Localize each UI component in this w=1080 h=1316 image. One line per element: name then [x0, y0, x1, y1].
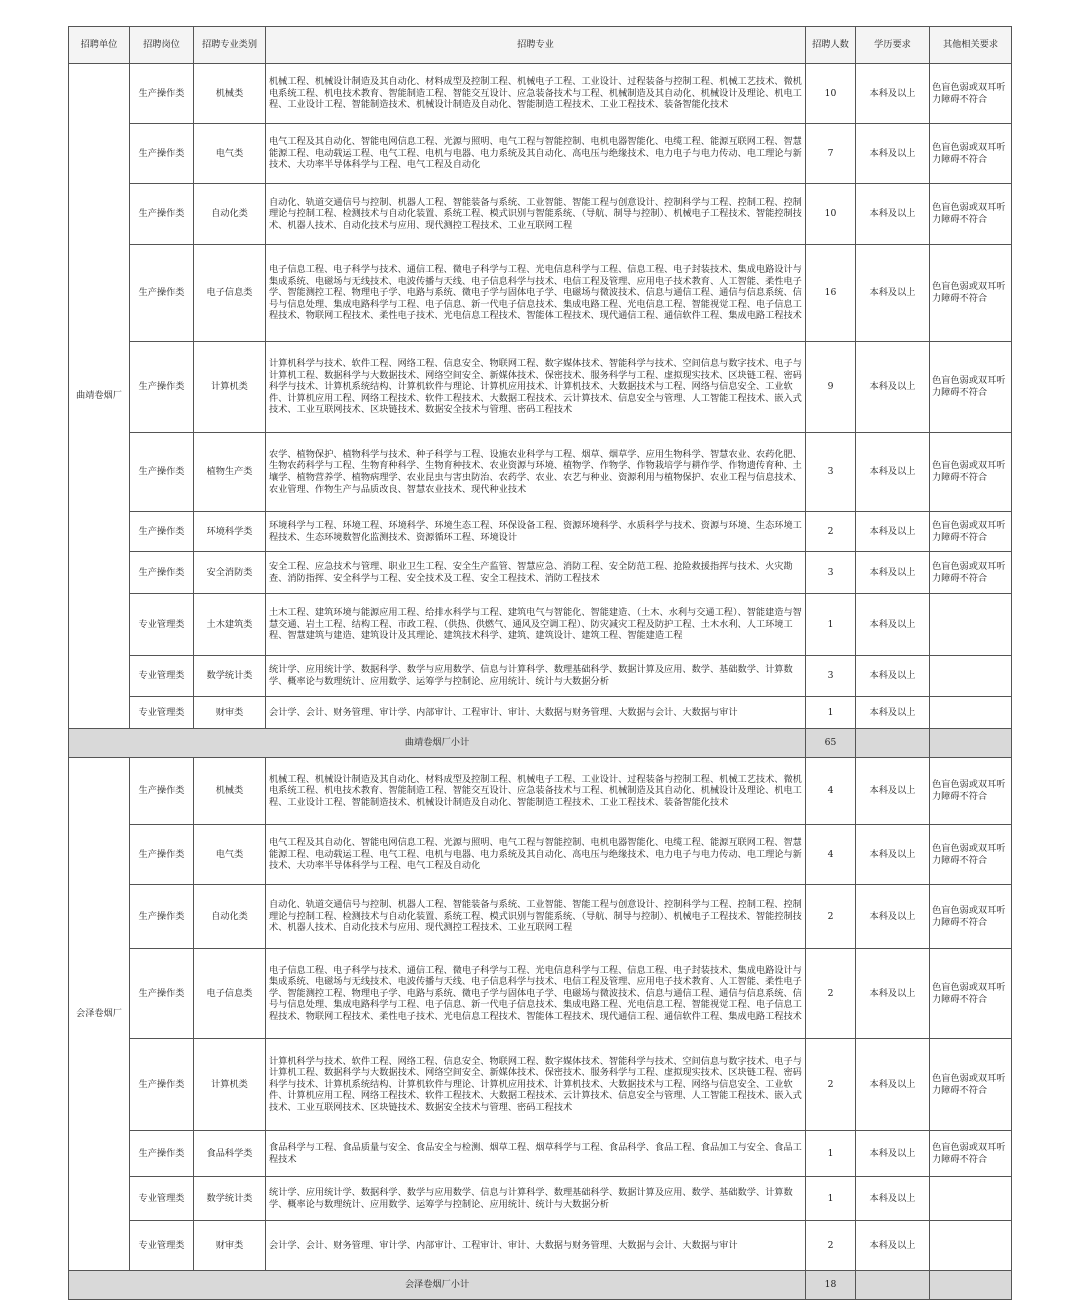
header-other: 其他相关要求 — [930, 27, 1012, 64]
count-cell: 1 — [806, 697, 856, 729]
table-row — [69, 1177, 1012, 1221]
category-cell: 机械类 — [194, 758, 266, 825]
table-row — [69, 433, 1012, 512]
count-cell: 3 — [806, 656, 856, 697]
count-cell: 2 — [806, 512, 856, 552]
table-row — [69, 885, 1012, 949]
education-cell: 本科及以上 — [856, 1221, 930, 1271]
table-row — [69, 758, 1012, 825]
count-cell: 1 — [806, 1131, 856, 1177]
other-requirement-cell: 色盲色弱或双耳听力障碍不符合 — [930, 949, 1012, 1039]
subtotal-count: 65 — [806, 729, 856, 758]
post-cell: 生产操作类 — [130, 552, 194, 594]
post-cell: 专业管理类 — [130, 1221, 194, 1271]
other-requirement-cell: 色盲色弱或双耳听力障碍不符合 — [930, 184, 1012, 245]
education-cell: 本科及以上 — [856, 885, 930, 949]
education-cell: 本科及以上 — [856, 825, 930, 885]
majors-cell: 统计学、应用统计学、数据科学、数学与应用数学、信息与计算科学、数理基础科学、数据计算及应用、数学、基础数学、计算数学、概率论与数理统计、应用数学、运筹学与控制论、应用统计、统计与大数据分析 — [266, 1177, 806, 1221]
unit-cell: 会泽卷烟厂 — [69, 758, 130, 1271]
count-cell: 2 — [806, 885, 856, 949]
table-body — [69, 64, 1012, 1300]
post-cell: 生产操作类 — [130, 433, 194, 512]
post-cell: 专业管理类 — [130, 697, 194, 729]
post-cell: 生产操作类 — [130, 949, 194, 1039]
education-cell: 本科及以上 — [856, 949, 930, 1039]
majors-cell: 土木工程、建筑环境与能源应用工程、给排水科学与工程、建筑电气与智能化、智能建造、（土木、水利与交通工程）、智能建造与智慧交通、岩土工程、结构工程、市政工程、（供热、供燃气、通风及空调工程）、防灾减灾工程及防护工程、土木水利、人工环境工程、智慧建筑与建造、建筑设计及其理论、建筑技术科学、建筑、建筑设计、建筑工程、智能建造工程 — [266, 594, 806, 656]
majors-cell: 计算机科学与技术、软件工程、网络工程、信息安全、物联网工程、数字媒体技术、智能科学与技术、空间信息与数字技术、电子与计算机工程、数据科学与大数据技术、网络空间安全、新媒体技术、保密技术、服务科学与工程、虚拟现实技术、区块链工程、密码科学与技术、计算机系统结构、计算机软件与理论、计算机应用技术、计算机技术、大数据技术与工程、网络与信息安全、工业软件、计算机应用工程、网络工程技术、软件工程技术、大数据工程技术、云计算技术、信息安全与管理、人工智能工程技术、嵌入式技术、工业互联网技术、区块链技术、数据安全技术与管理、密码工程技术 — [266, 1039, 806, 1131]
other-requirement-cell: 色盲色弱或双耳听力障碍不符合 — [930, 1131, 1012, 1177]
header-count: 招聘人数 — [806, 27, 856, 64]
subtotal-row — [69, 1271, 1012, 1300]
other-requirement-cell — [930, 1221, 1012, 1271]
count-cell: 10 — [806, 184, 856, 245]
other-requirement-cell: 色盲色弱或双耳听力障碍不符合 — [930, 64, 1012, 124]
majors-cell: 自动化、轨道交通信号与控制、机器人工程、智能装备与系统、工业智能、智能工程与创意设计、控制科学与工程、控制工程、控制理论与控制工程、检测技术与自动化装置、系统工程、模式识别与智能系统、（导航、制导与控制）、机械电子工程技术、智能控制技术、机器人技术、自动化技术与应用、现代测控工程技术、工业互联网工程 — [266, 885, 806, 949]
table-row — [69, 825, 1012, 885]
table-row — [69, 245, 1012, 342]
table-row — [69, 342, 1012, 433]
category-cell: 电气类 — [194, 825, 266, 885]
category-cell: 电气类 — [194, 124, 266, 184]
category-cell: 机械类 — [194, 64, 266, 124]
education-cell: 本科及以上 — [856, 124, 930, 184]
count-cell: 16 — [806, 245, 856, 342]
header-unit: 招聘单位 — [69, 27, 130, 64]
majors-cell: 计算机科学与技术、软件工程、网络工程、信息安全、物联网工程、数字媒体技术、智能科学与技术、空间信息与数字技术、电子与计算机工程、数据科学与大数据技术、网络空间安全、新媒体技术、保密技术、服务科学与工程、虚拟现实技术、区块链工程、密码科学与技术、计算机系统结构、计算机软件与理论、计算机应用技术、计算机技术、大数据技术与工程、网络与信息安全、工业软件、计算机应用工程、网络工程技术、软件工程技术、大数据工程技术、云计算技术、信息安全与管理、人工智能工程技术、嵌入式技术、工业互联网技术、区块链技术、数据安全技术与管理、密码工程技术 — [266, 342, 806, 433]
post-cell: 生产操作类 — [130, 64, 194, 124]
count-cell: 2 — [806, 949, 856, 1039]
category-cell: 计算机类 — [194, 1039, 266, 1131]
count-cell: 3 — [806, 433, 856, 512]
post-cell: 生产操作类 — [130, 758, 194, 825]
category-cell: 植物生产类 — [194, 433, 266, 512]
other-requirement-cell: 色盲色弱或双耳听力障碍不符合 — [930, 552, 1012, 594]
post-cell: 生产操作类 — [130, 184, 194, 245]
count-cell: 4 — [806, 758, 856, 825]
subtotal-empty-other — [930, 1271, 1012, 1300]
other-requirement-cell: 色盲色弱或双耳听力障碍不符合 — [930, 245, 1012, 342]
post-cell: 生产操作类 — [130, 1131, 194, 1177]
post-cell: 生产操作类 — [130, 342, 194, 433]
category-cell: 电子信息类 — [194, 949, 266, 1039]
education-cell: 本科及以上 — [856, 64, 930, 124]
category-cell: 环境科学类 — [194, 512, 266, 552]
post-cell: 专业管理类 — [130, 594, 194, 656]
table-row — [69, 64, 1012, 124]
table-row — [69, 124, 1012, 184]
category-cell: 安全消防类 — [194, 552, 266, 594]
majors-cell: 机械工程、机械设计制造及其自动化、材料成型及控制工程、机械电子工程、工业设计、过程装备与控制工程、机械工艺技术、微机电系统工程、机电技术教育、智能制造工程、智能交互设计、应急装备技术与工程、机械制造及其自动化、机械设计及理论、机电工程、工业设计工程、智能制造技术、机械设计制造及自动化、智能制造工程技术、工业工程技术、装备智能化技术 — [266, 758, 806, 825]
education-cell: 本科及以上 — [856, 342, 930, 433]
majors-cell: 机械工程、机械设计制造及其自动化、材料成型及控制工程、机械电子工程、工业设计、过程装备与控制工程、机械工艺技术、微机电系统工程、机电技术教育、智能制造工程、智能交互设计、应急装备技术与工程、机械制造及其自动化、机械设计及理论、机电工程、工业设计工程、智能制造技术、机械设计制造及自动化、智能制造工程技术、工业工程技术、装备智能化技术 — [266, 64, 806, 124]
category-cell: 电子信息类 — [194, 245, 266, 342]
count-cell: 9 — [806, 342, 856, 433]
count-cell: 3 — [806, 552, 856, 594]
count-cell: 1 — [806, 1177, 856, 1221]
recruitment-table-sheet — [68, 26, 1011, 1300]
subtotal-label: 曲靖卷烟厂小计 — [69, 729, 806, 758]
table-row — [69, 512, 1012, 552]
subtotal-count: 18 — [806, 1271, 856, 1300]
subtotal-row — [69, 729, 1012, 758]
post-cell: 生产操作类 — [130, 245, 194, 342]
table-row — [69, 184, 1012, 245]
education-cell: 本科及以上 — [856, 594, 930, 656]
subtotal-empty-education — [856, 729, 930, 758]
table-row — [69, 656, 1012, 697]
other-requirement-cell — [930, 1177, 1012, 1221]
table-row — [69, 949, 1012, 1039]
post-cell: 生产操作类 — [130, 825, 194, 885]
other-requirement-cell: 色盲色弱或双耳听力障碍不符合 — [930, 1039, 1012, 1131]
category-cell: 食品科学类 — [194, 1131, 266, 1177]
majors-cell: 会计学、会计、财务管理、审计学、内部审计、工程审计、审计、大数据与财务管理、大数据与会计、大数据与审计 — [266, 1221, 806, 1271]
count-cell: 1 — [806, 594, 856, 656]
majors-cell: 统计学、应用统计学、数据科学、数学与应用数学、信息与计算科学、数理基础科学、数据计算及应用、数学、基础数学、计算数学、概率论与数理统计、应用数学、运筹学与控制论、应用统计、统计与大数据分析 — [266, 656, 806, 697]
other-requirement-cell: 色盲色弱或双耳听力障碍不符合 — [930, 512, 1012, 552]
table-row — [69, 594, 1012, 656]
majors-cell: 电气工程及其自动化、智能电网信息工程、光源与照明、电气工程与智能控制、电机电器智能化、电缆工程、能源互联网工程、智慧能源工程、电动载运工程、电气工程、电机与电器、电力系统及其自动化、高电压与绝缘技术、电力电子与电力传动、电工理论与新技术、大功率半导体科学与工程、电气工程及自动化 — [266, 124, 806, 184]
count-cell: 2 — [806, 1221, 856, 1271]
count-cell: 2 — [806, 1039, 856, 1131]
header-majors: 招聘专业 — [266, 27, 806, 64]
majors-cell: 农学、植物保护、植物科学与技术、种子科学与工程、设施农业科学与工程、烟草、烟草学、应用生物科学、智慧农业、农药化肥、生物农药科学与工程、生物育种科学、生物育种技术、农业资源与环境、植物学、作物学、作物栽培学与耕作学、作物遗传育种、土壤学、植物营养学、植物病理学、农业昆虫与害虫防治、农药学、农业、农艺与种业、资源利用与植物保护、农业工程与信息技术、农业管理、作物生产与品质改良、智慧农业技术、现代种业技术 — [266, 433, 806, 512]
education-cell: 本科及以上 — [856, 245, 930, 342]
other-requirement-cell — [930, 656, 1012, 697]
other-requirement-cell: 色盲色弱或双耳听力障碍不符合 — [930, 433, 1012, 512]
post-cell: 专业管理类 — [130, 656, 194, 697]
header-category: 招聘专业类别 — [194, 27, 266, 64]
majors-cell: 自动化、轨道交通信号与控制、机器人工程、智能装备与系统、工业智能、智能工程与创意设计、控制科学与工程、控制工程、控制理论与控制工程、检测技术与自动化装置、系统工程、模式识别与智能系统、（导航、制导与控制）、机械电子工程技术、智能控制技术、机器人技术、自动化技术与应用、现代测控工程技术、工业互联网工程 — [266, 184, 806, 245]
subtotal-label: 会泽卷烟厂小计 — [69, 1271, 806, 1300]
other-requirement-cell — [930, 594, 1012, 656]
education-cell: 本科及以上 — [856, 433, 930, 512]
education-cell: 本科及以上 — [856, 758, 930, 825]
other-requirement-cell: 色盲色弱或双耳听力障碍不符合 — [930, 124, 1012, 184]
majors-cell: 会计学、会计、财务管理、审计学、内部审计、工程审计、审计、大数据与财务管理、大数据与会计、大数据与审计 — [266, 697, 806, 729]
table-row — [69, 552, 1012, 594]
post-cell: 生产操作类 — [130, 512, 194, 552]
category-cell: 自动化类 — [194, 885, 266, 949]
table-row — [69, 1039, 1012, 1131]
education-cell: 本科及以上 — [856, 552, 930, 594]
other-requirement-cell: 色盲色弱或双耳听力障碍不符合 — [930, 342, 1012, 433]
unit-cell: 曲靖卷烟厂 — [69, 64, 130, 729]
recruitment-table — [68, 26, 1012, 1300]
post-cell: 专业管理类 — [130, 1177, 194, 1221]
education-cell: 本科及以上 — [856, 1131, 930, 1177]
header-post: 招聘岗位 — [130, 27, 194, 64]
education-cell: 本科及以上 — [856, 1039, 930, 1131]
other-requirement-cell: 色盲色弱或双耳听力障碍不符合 — [930, 885, 1012, 949]
subtotal-empty-other — [930, 729, 1012, 758]
header-row — [69, 27, 1012, 64]
header-education: 学历要求 — [856, 27, 930, 64]
count-cell: 4 — [806, 825, 856, 885]
table-row — [69, 697, 1012, 729]
category-cell: 计算机类 — [194, 342, 266, 433]
other-requirement-cell — [930, 697, 1012, 729]
post-cell: 生产操作类 — [130, 124, 194, 184]
table-row — [69, 1221, 1012, 1271]
education-cell: 本科及以上 — [856, 697, 930, 729]
education-cell: 本科及以上 — [856, 1177, 930, 1221]
majors-cell: 电气工程及其自动化、智能电网信息工程、光源与照明、电气工程与智能控制、电机电器智能化、电缆工程、能源互联网工程、智慧能源工程、电动载运工程、电气工程、电机与电器、电力系统及其自动化、高电压与绝缘技术、电力电子与电力传动、电工理论与新技术、大功率半导体科学与工程、电气工程及自动化 — [266, 825, 806, 885]
majors-cell: 电子信息工程、电子科学与技术、通信工程、微电子科学与工程、光电信息科学与工程、信息工程、电子封装技术、集成电路设计与集成系统、电磁场与无线技术、电波传播与天线、电子信息科学与技术、电信工程及管理、应用电子技术教育、人工智能、柔性电子学、智能测控工程、物理电子学、电路与系统、微电子学与固体电子学、电磁场与微波技术、信息与通信工程、通信与信息系统、信号与信息处理、集成电路科学与工程、电子信息、新一代电子信息技术、集成电路工程、光电信息工程、智能视觉工程、电子信息工程技术、物联网工程技术、柔性电子技术、光电信息工程技术、智能体工程技术、现代通信工程、通信软件工程、集成电路工程技术 — [266, 245, 806, 342]
majors-cell: 环境科学与工程、环境工程、环境科学、环境生态工程、环保设备工程、资源环境科学、水质科学与技术、资源与环境、生态环境工程技术、生态环境数智化监测技术、资源循环工程、环境设计 — [266, 512, 806, 552]
other-requirement-cell: 色盲色弱或双耳听力障碍不符合 — [930, 825, 1012, 885]
education-cell: 本科及以上 — [856, 656, 930, 697]
category-cell: 财审类 — [194, 1221, 266, 1271]
post-cell: 生产操作类 — [130, 885, 194, 949]
other-requirement-cell: 色盲色弱或双耳听力障碍不符合 — [930, 758, 1012, 825]
category-cell: 土木建筑类 — [194, 594, 266, 656]
category-cell: 自动化类 — [194, 184, 266, 245]
education-cell: 本科及以上 — [856, 512, 930, 552]
category-cell: 数学统计类 — [194, 1177, 266, 1221]
category-cell: 财审类 — [194, 697, 266, 729]
count-cell: 10 — [806, 64, 856, 124]
education-cell: 本科及以上 — [856, 184, 930, 245]
majors-cell: 食品科学与工程、食品质量与安全、食品安全与检测、烟草工程、烟草科学与工程、食品科学、食品工程、食品加工与安全、食品工程技术 — [266, 1131, 806, 1177]
majors-cell: 电子信息工程、电子科学与技术、通信工程、微电子科学与工程、光电信息科学与工程、信息工程、电子封装技术、集成电路设计与集成系统、电磁场与无线技术、电波传播与天线、电子信息科学与技术、电信工程及管理、应用电子技术教育、人工智能、柔性电子学、智能测控工程、物理电子学、电路与系统、微电子学与固体电子学、电磁场与微波技术、信息与通信工程、通信与信息系统、信号与信息处理、集成电路科学与工程、电子信息、新一代电子信息技术、集成电路工程、光电信息工程、智能视觉工程、电子信息工程技术、物联网工程技术、柔性电子技术、光电信息工程技术、智能体工程技术、现代通信工程、通信软件工程、集成电路工程技术 — [266, 949, 806, 1039]
majors-cell: 安全工程、应急技术与管理、职业卫生工程、安全生产监管、智慧应急、消防工程、安全防范工程、抢险救援指挥与技术、火灾勘查、消防指挥、安全科学与工程、安全技术及工程、安全工程技术、消防工程技术 — [266, 552, 806, 594]
category-cell: 数学统计类 — [194, 656, 266, 697]
post-cell: 生产操作类 — [130, 1039, 194, 1131]
table-row — [69, 1131, 1012, 1177]
subtotal-empty-education — [856, 1271, 930, 1300]
count-cell: 7 — [806, 124, 856, 184]
